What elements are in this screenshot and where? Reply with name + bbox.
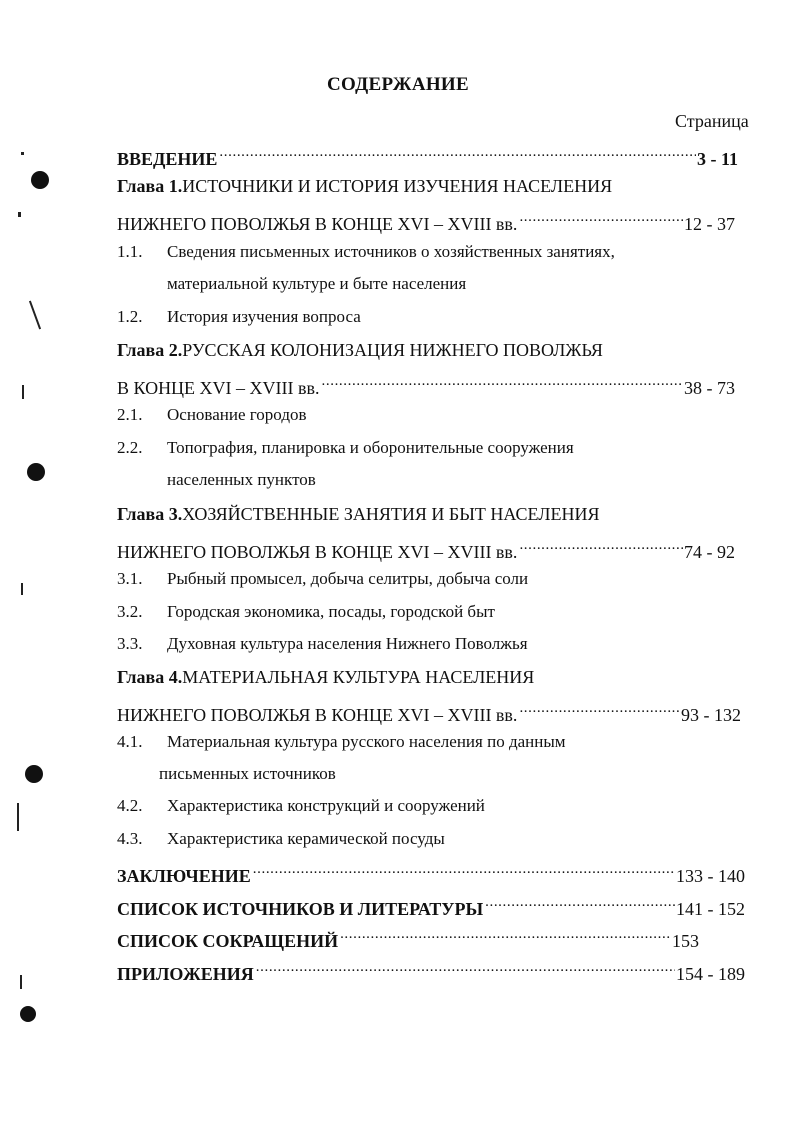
toc-entry-label: ЗАКЛЮЧЕНИЕ: [117, 866, 251, 886]
chapter-prefix: Глава 4.: [117, 667, 183, 687]
toc-subentry-1-2[interactable]: [117, 306, 361, 328]
toc-entry-label: СПИСОК СОКРАЩЕНИЙ: [117, 931, 339, 951]
toc-entry-appendix[interactable]: [117, 958, 745, 985]
scan-speck: [20, 975, 22, 989]
subentry-number: 3.3.: [117, 634, 143, 653]
toc-subentry-4-3[interactable]: [117, 828, 445, 850]
page-title: СОДЕРЖАНИЕ: [327, 74, 469, 95]
toc-entry-pages: 12 - 37: [684, 214, 735, 234]
dot-leader: [519, 536, 683, 558]
chapter-title-line1: МАТЕРИАЛЬНАЯ КУЛЬТУРА НАСЕЛЕНИЯ: [182, 667, 535, 687]
subentry-title: Материальная культура русского населения по данным: [167, 732, 566, 751]
subentry-title: Рыбный промысел, добыча селитры, добыча соли: [167, 569, 529, 588]
toc-subentry-2-2[interactable]: [117, 437, 574, 459]
scan-speck: [29, 301, 41, 330]
toc-chapter-1-title: [117, 175, 612, 197]
subentry-title-cont: населенных пунктов: [167, 470, 316, 489]
toc-subentry-4-1-cont: [159, 763, 336, 785]
toc-entry-conclusion[interactable]: [117, 860, 745, 887]
subentry-title: История изучения вопроса: [167, 307, 361, 326]
dot-leader: [485, 893, 675, 915]
dot-leader: [253, 860, 675, 882]
toc-entry-pages: 93 - 132: [681, 705, 741, 725]
subentry-title: Характеристика конструкций и сооружений: [167, 796, 485, 815]
toc-subentry-2-1[interactable]: [117, 404, 307, 426]
subentry-title-cont: материальной культуре и быте населения: [167, 274, 467, 293]
scan-speck: [18, 212, 21, 217]
chapter-title-line2: НИЖНЕГО ПОВОЛЖЬЯ В КОНЦЕ XVI – XVIII вв.: [117, 214, 518, 234]
subentry-title: Духовная культура населения Нижнего Поволжья: [167, 634, 528, 653]
scan-speck: [21, 152, 24, 155]
dot-leader: [340, 925, 671, 947]
dot-leader: [519, 699, 680, 721]
toc-subentry-4-1[interactable]: [117, 731, 566, 753]
toc-entry-pages: 74 - 92: [684, 542, 735, 562]
toc-entry-label: СПИСОК ИСТОЧНИКОВ И ЛИТЕРАТУРЫ: [117, 899, 484, 919]
page-column-header: Страница: [675, 111, 749, 131]
subentry-title: Сведения письменных источников о хозяйственных занятиях,: [167, 242, 615, 261]
subentry-title: Топография, планировка и оборонительные сооружения: [167, 438, 574, 457]
binder-hole-mark: [31, 171, 49, 189]
toc-entry-pages: 133 - 140: [676, 866, 745, 886]
toc-subentry-1-1-cont: [167, 273, 466, 295]
toc-entry-pages: 3 - 11: [696, 149, 738, 169]
subentry-title-cont: письменных источников: [159, 764, 336, 783]
toc-subentry-3-2[interactable]: [117, 601, 495, 623]
chapter-title-line1: ХОЗЯЙСТВЕННЫЕ ЗАНЯТИЯ И БЫТ НАСЕЛЕНИЯ: [182, 504, 600, 524]
binder-hole-mark: [25, 765, 43, 783]
subentry-title: Городская экономика, посады, городской быт: [167, 602, 495, 621]
subentry-title: Основание городов: [167, 405, 307, 424]
binder-hole-mark: [27, 463, 45, 481]
chapter-title-line2: НИЖНЕГО ПОВОЛЖЬЯ В КОНЦЕ XVI – XVIII вв.: [117, 705, 518, 725]
toc-entry-intro[interactable]: [117, 143, 738, 170]
dot-leader: [519, 208, 683, 230]
subentry-number: 4.1.: [117, 732, 143, 751]
chapter-title-line2: В КОНЦЕ XVI – XVIII вв.: [117, 378, 320, 398]
toc-chapter-4-title: [117, 666, 534, 688]
scan-speck: [21, 583, 23, 595]
scan-speck: [17, 803, 19, 831]
chapter-title-line1: ИСТОЧНИКИ И ИСТОРИЯ ИЗУЧЕНИЯ НАСЕЛЕНИЯ: [182, 176, 613, 196]
toc-subentry-3-1[interactable]: [117, 568, 528, 590]
chapter-title-line2: НИЖНЕГО ПОВОЛЖЬЯ В КОНЦЕ XVI – XVIII вв.: [117, 542, 518, 562]
subentry-number: 3.1.: [117, 569, 143, 588]
subentry-number: 2.1.: [117, 405, 143, 424]
chapter-prefix: Глава 1.: [117, 176, 183, 196]
subentry-number: 4.2.: [117, 796, 143, 815]
toc-subentry-3-3[interactable]: [117, 633, 528, 655]
toc-subentry-1-1[interactable]: [117, 241, 615, 263]
toc-entry-pages: 38 - 73: [684, 378, 735, 398]
dot-leader: [219, 143, 696, 165]
chapter-prefix: Глава 3.: [117, 504, 183, 524]
toc-entry-chapter-4[interactable]: [117, 699, 741, 726]
scan-speck: [22, 385, 24, 399]
subentry-number: 1.1.: [117, 242, 143, 261]
toc-chapter-3-title: [117, 503, 599, 525]
toc-entry-abbreviations[interactable]: [117, 925, 699, 952]
toc-entry-chapter-3[interactable]: [117, 536, 735, 563]
dot-leader: [256, 958, 675, 980]
chapter-prefix: Глава 2.: [117, 340, 183, 360]
toc-entry-pages: 153: [672, 931, 699, 951]
toc-chapter-2-title: [117, 339, 603, 361]
subentry-number: 4.3.: [117, 829, 143, 848]
toc-entry-label: ПРИЛОЖЕНИЯ: [117, 964, 254, 984]
toc-entry-chapter-1[interactable]: [117, 208, 735, 235]
subentry-number: 1.2.: [117, 307, 143, 326]
binder-hole-mark: [20, 1006, 36, 1022]
chapter-title-line1: РУССКАЯ КОЛОНИЗАЦИЯ НИЖНЕГО ПОВОЛЖЬЯ: [182, 340, 603, 360]
toc-entry-label: ВВЕДЕНИЕ: [117, 149, 218, 169]
toc-subentry-4-2[interactable]: [117, 795, 485, 817]
toc-subentry-2-2-cont: [167, 469, 316, 491]
toc-entry-sources[interactable]: [117, 893, 745, 920]
toc-entry-pages: 141 - 152: [676, 899, 745, 919]
subentry-title: Характеристика керамической посуды: [167, 829, 445, 848]
toc-entry-chapter-2[interactable]: [117, 372, 735, 399]
subentry-number: 2.2.: [117, 438, 143, 457]
toc-entry-pages: 154 - 189: [676, 964, 745, 984]
dot-leader: [322, 372, 683, 394]
subentry-number: 3.2.: [117, 602, 143, 621]
